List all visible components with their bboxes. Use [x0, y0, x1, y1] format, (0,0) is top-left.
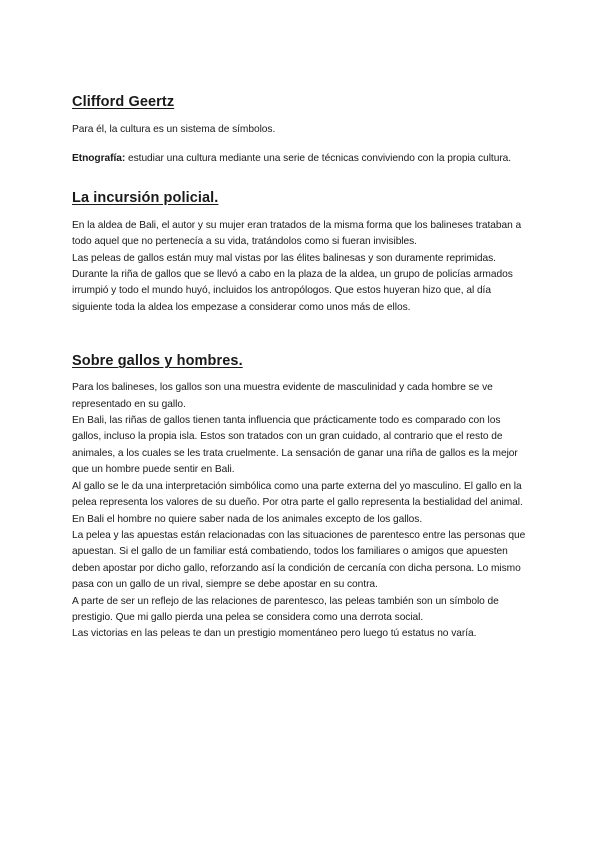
paragraph: Durante la riña de gallos que se llevó a cabo en la plaza de la aldea, un grupo de policías armados irrumpió y todo el mundo huyó, incluidos los antropólogos. Que estos huyeran hizo que, al día siguiente toda la aldea los empezase a considerar como unos más de ellos.	[72, 269, 513, 313]
section-heading: Sobre gallos y hombres.	[72, 353, 243, 370]
definition-text: estudiar una cultura mediante una serie de técnicas conviviendo con la propia cultura.	[125, 153, 512, 165]
paragraph: Para él, la cultura es un sistema de símbolos.	[72, 124, 276, 135]
section-gallos-y-hombres	[72, 351, 532, 643]
paragraph: Las victorias en las peleas te dan un prestigio momentáneo pero luego tú estatus no varía.	[72, 628, 477, 640]
paragraph: En la aldea de Bali, el autor y su mujer eran tratados de la misma forma que los balineses trataban a todo aquel que no pertenecía a su vida, tratándolos como si fueran invisibles.	[72, 219, 522, 248]
paragraph: Para los balineses, los gallos son una muestra evidente de masculinidad y cada hombre se ve representado en su gallo.	[72, 382, 493, 410]
section-incursion-policial	[72, 188, 532, 316]
section-heading: La incursión policial.	[72, 189, 219, 206]
paragraph: Las peleas de gallos están muy mal vistas por las élites balinesas y son duramente reprimidas.	[72, 252, 496, 264]
paragraph: La pelea y las apuestas están relacionadas con las situaciones de parentesco entre las personas que apuestan. Si el gallo de un familiar está combatiendo, todos los familiares o amigos que apuesten deben apostar por dicho gallo, reforzando así la condición de cercanía con dicha persona. Lo mismo pasa con un gallo de un rival, siempre se debe apostar en su contra.	[72, 529, 526, 591]
paragraph: A parte de ser un reflejo de las relaciones de parentesco, las peleas también son un símbolo de prestigio. Que mi gallo pierda una pelea se considera como una derrota social.	[72, 595, 499, 623]
section-heading: Clifford Geertz	[72, 94, 175, 110]
document-page	[72, 92, 532, 643]
definition-paragraph	[72, 151, 532, 167]
paragraph: Al gallo se le da una interpretación simbólica como una parte externa del yo masculino. El gallo en la pelea representa los valores de su dueño. Por otra parte el gallo representa la bestialidad del animal. En Bali el hombre no quiere saber nada de los animales excepto de los gallos.	[72, 480, 523, 525]
section-clifford-geertz	[72, 92, 532, 168]
paragraph: En Bali, las riñas de gallos tienen tanta influencia que prácticamente todo es comparado con los gallos, incluso la propia isla. Estos son tratados con un gran cuidado, al contrario que el resto de animales, a los cuales se les trata cruelmente. La sensación de ganar una riña de gallos es la mejor que un hombre puede sentir en Bali.	[72, 415, 518, 476]
definition-term: Etnografía:	[72, 153, 126, 165]
